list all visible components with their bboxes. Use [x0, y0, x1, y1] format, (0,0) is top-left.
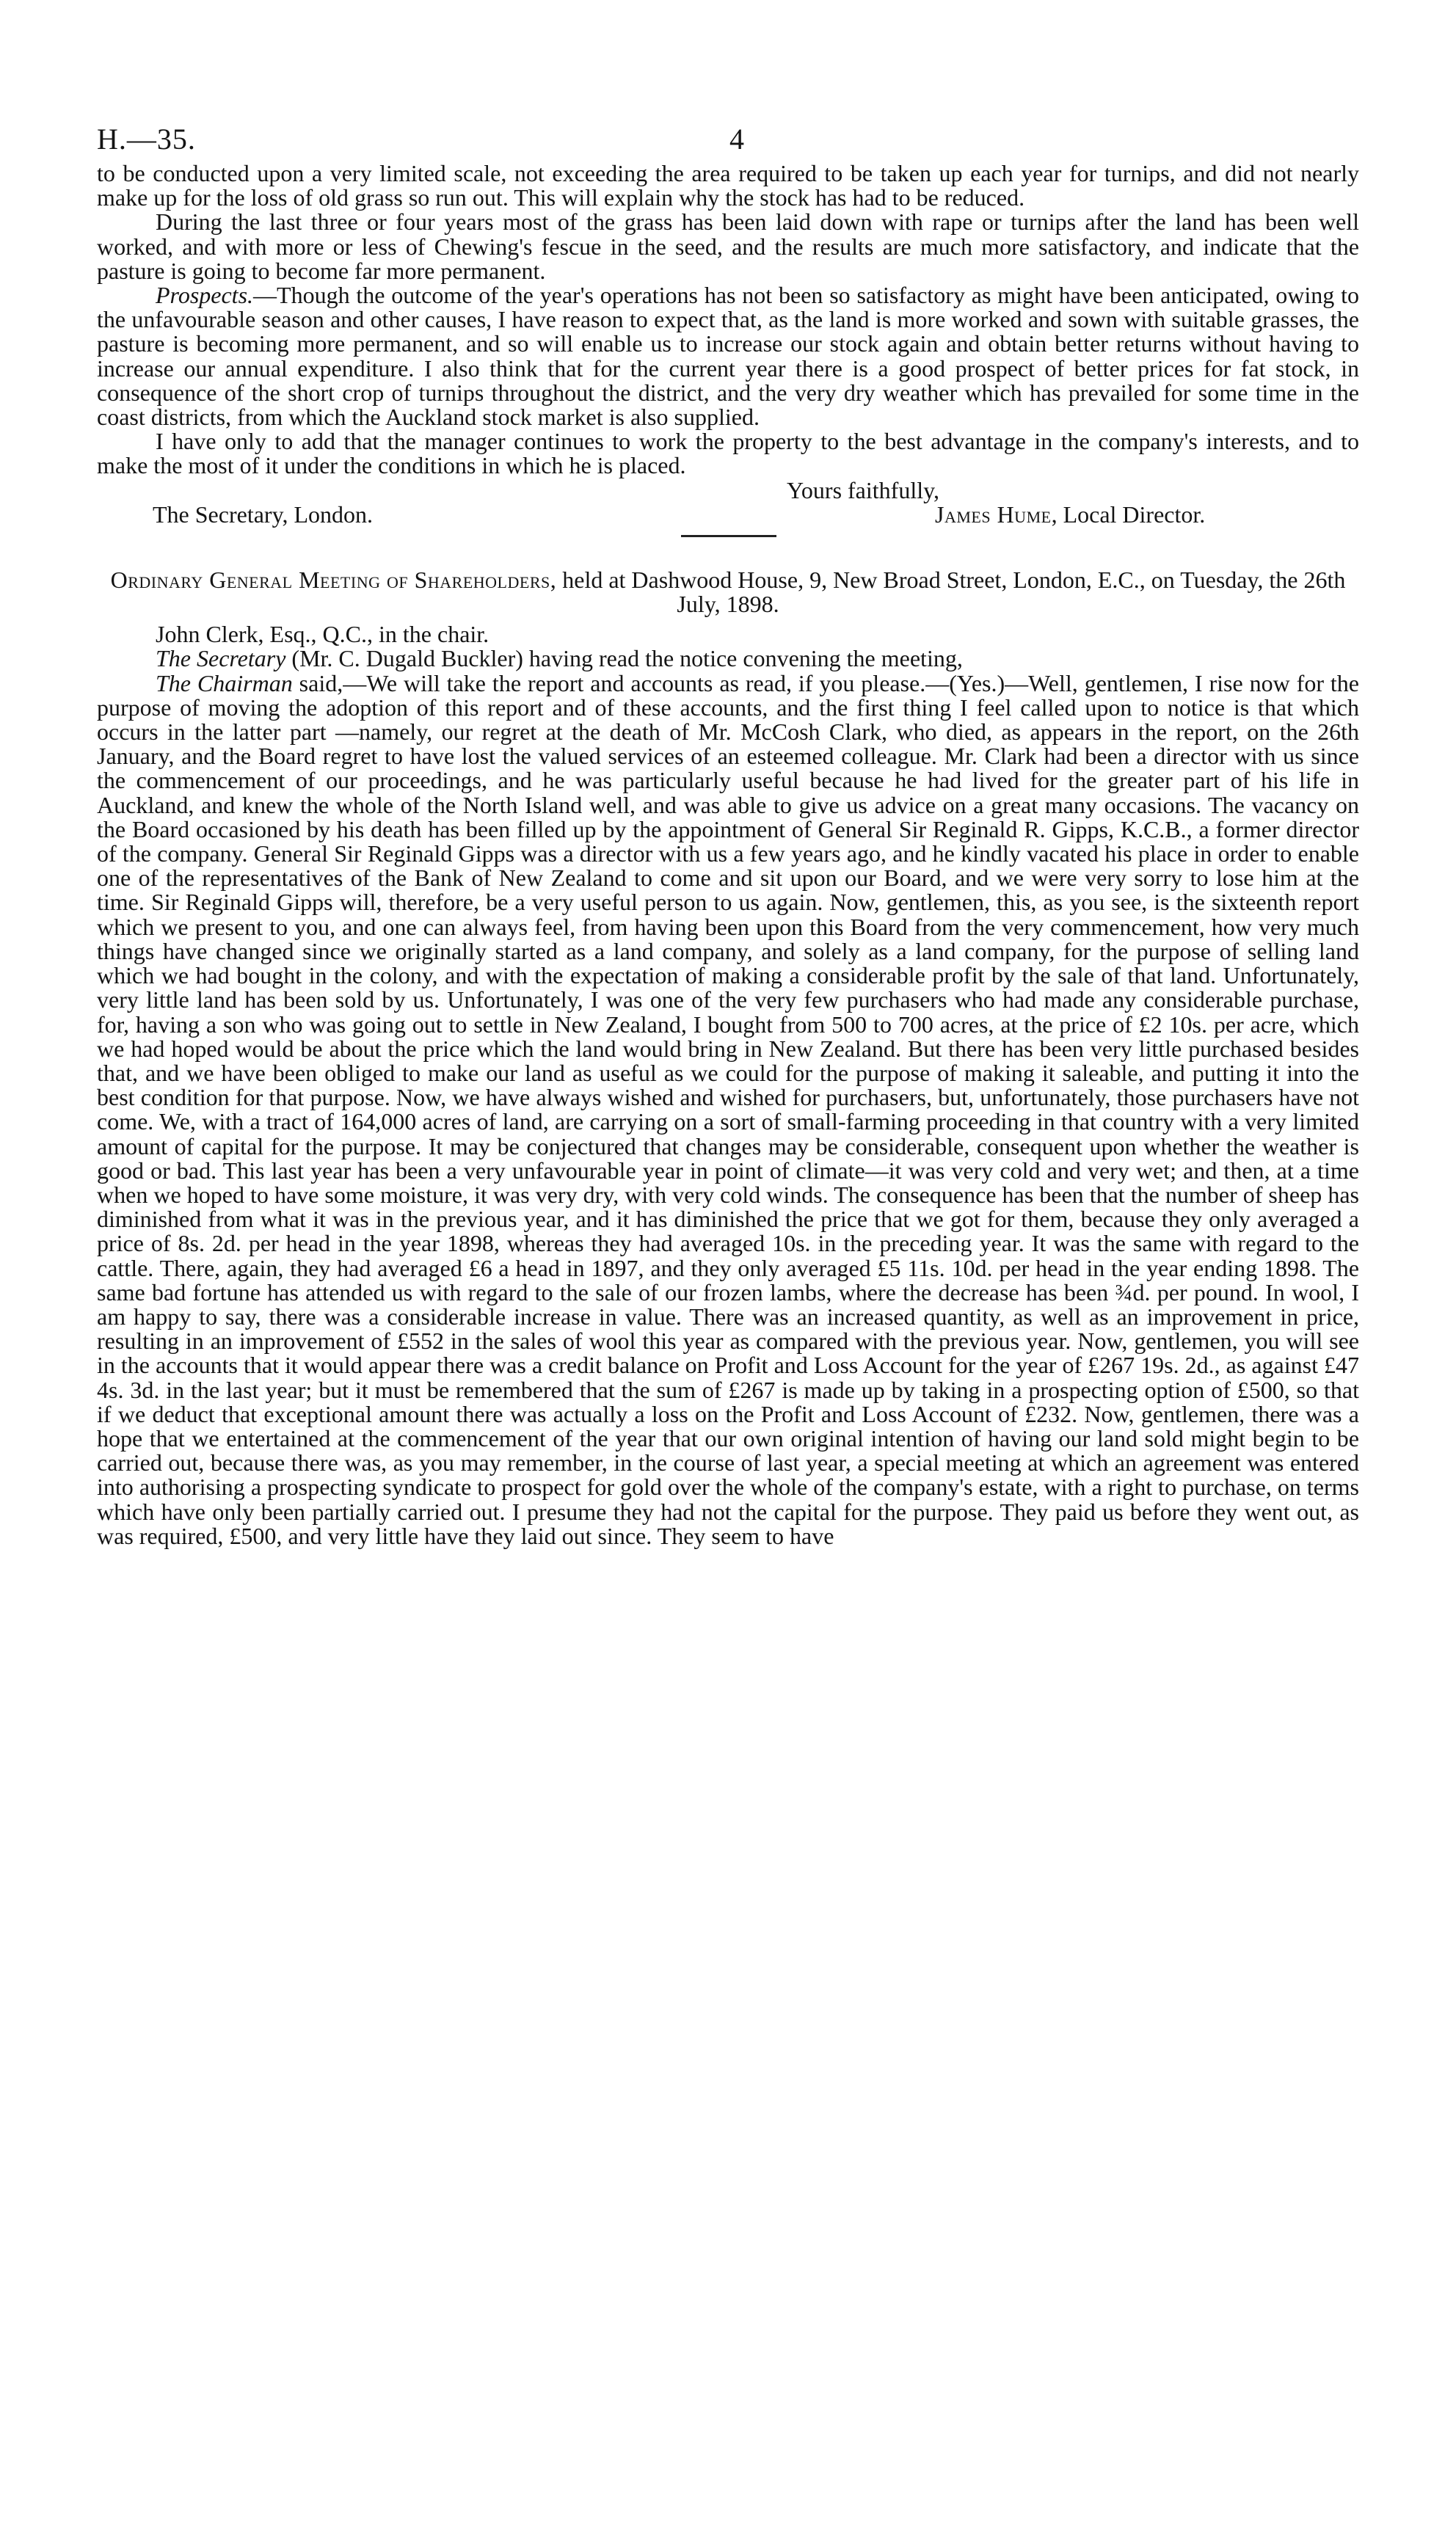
page-header: [97, 110, 1359, 161]
paragraph-stock-reduction: to be conducted upon a very limited scale, not exceeding the area required to be taken up each year for turnips, and did not nearly make up for the loss of old grass so run out. This will explain why the stock has had to be reduced.: [97, 160, 1359, 211]
signatory-name: James Hume: [935, 500, 1052, 528]
letter-addressee: The Secretary, London.: [153, 500, 374, 528]
prospects-heading: Prospects.: [156, 282, 254, 309]
paragraph-prospects: [97, 283, 1359, 429]
signatory-role: , Local Director.: [1051, 500, 1206, 528]
letter-valediction: Yours faithfully,: [787, 476, 940, 503]
paragraph-manager: I have only to add that the manager continues to work the property to the best advantage in the company's interests, and to make the most of it under the conditions in which he is placed.: [97, 428, 1359, 479]
letter-closing: [97, 500, 1359, 529]
document-reference: H.—35.: [97, 123, 196, 156]
prospects-text: —Though the outcome of the year's operations has not been so satisfactory as might have been anticipated, owing to the unfavourable season and other causes, I have reason to expect that, as the land is more worked and sown with suitable grasses, the pasture is becoming more permanent, and so will enable us to increase our stock again and obtain better returns without having to increase our annual expenditure. I also think that for the current year there is a good prospect of better prices for fat stock, in consequence of the short crop of turnips throughout the district, and the very dry weather which has prevailed for some time in the coast districts, from which the Auckland stock market is also supplied.: [97, 282, 1359, 431]
chairman-speech: [97, 671, 1359, 1548]
letter-signature: [935, 500, 1206, 528]
paragraph-grass: During the last three or four years most of the grass has been laid down with rape or turnips after the land has been well worked, and with more or less of Chewing's fescue in the seed, and the results are much more satisfactory, and indicate that the pasture is going to become far more permanent.: [97, 208, 1359, 284]
section-divider: [681, 535, 776, 537]
meeting-title: [97, 568, 1359, 616]
meeting-title-details: held at Dashwood House, 9, New Broad Street, London, E.C., on Tuesday, the 26th July, 1898.: [556, 566, 1346, 618]
page-number: 4: [729, 123, 744, 156]
secretary-text: (Mr. C. Dugald Buckler) having read the notice convening the meeting,: [285, 645, 963, 672]
meeting-chair: John Clerk, Esq., Q.C., in the chair.: [156, 621, 489, 648]
secretary-label: The Secretary: [156, 645, 286, 672]
chairman-label: The Chairman: [156, 669, 293, 696]
chairman-text: said,—We will take the report and accounts as read, if you please.—(Yes.)—Well, gentlemen, I rise now for the purpose of moving the adoption of this report and of these accounts, and the first thing I feel called upon to notice is that which occurs in the latter part —namely, our regret at the death of Mr. McCosh Clark, who died, as appears in the report, on the 26th January, and the Board regret to have lost the valued services of an esteemed colleague. Mr. Clark had been a director with us since the commencement of our proceedings, and he was particularly useful because he had lived for the greater part of his life in Auckland, and knew the whole of the North Island well, and was able to give us advice on a great many occasions. The vacancy on the Board occasioned by his death has been filled up by the appointment of General Sir Reginald R. Gipps, K.C.B., a former director of the company. General Sir Reginald Gipps was a director with us a few years ago, and he kindly vacated his place in order to enable one of the representatives of the Bank of New Zealand to come and sit upon our Board, and we were very sorry to lose him at the time. Sir Reginald Gipps will, therefore, be a very useful person to us again. Now, gentlemen, this, as you see, is the sixteenth report which we present to you, and one can always feel, from having been upon this Board from the very commencement, how very much things have changed since we originally started as a land company, and solely as a land company, for the purpose of selling land which we had bought in the colony, and with the expectation of making a considerable profit by the sale of that land. Unfortunately, very little land has been sold by us. Unfortunately, I was one of the very few purchasers who had made any considerable purchase, for, having a son who was going out to settle in New Zealand, I bought from 500 to 700 acres, at the price of £2 10s. per acre, which we had hoped would be about the price which the land would bring in New Zealand. But there has been very little purchased besides that, and we have been obliged to make our land as useful as we could for the purpose of making it saleable, and putting it into the best condition for that purpose. Now, we have always wished and wished for purchasers, but, unfortunately, those purchasers have not come. We, with a tract of 164,000 acres of land, are carrying on a sort of small-farming proceeding in that country with a very limited amount of capital for the purpose. It may be conjectured that changes may be considerable, consequent upon whether the weather is good or bad. This last year has been a very unfavourable year in point of climate—it was very cold and very wet; and then, at a time when we hoped to have some moisture, it was very dry, with very cold winds. The consequence has been that the number of sheep has diminished from what it was in the previous year, and it has diminished the price that we got for them, because they only averaged a price of 8s. 2d. per head in the year 1898, whereas they had averaged 10s. in the preceding year. It was the same with regard to the cattle. There, again, they had averaged £6 a head in 1897, and they only averaged £5 11s. 10d. per head in the year ending 1898. The same bad fortune has attended us with regard to the sale of our frozen lambs, where the decrease has been ¾d. per pound. In wool, I am happy to say, there was a considerable increase in value. There was an increased quantity, as well as an improvement in price, resulting in an improvement of £552 in the sales of wool this year as compared with the previous year. Now, gentlemen, you will see in the accounts that it would appear there was a credit balance on Profit and Loss Account for the year of £267 19s. 2d., as against £47 4s. 3d. in the last year; but it must be remembered that the sum of £267 is made up by taking in a prospecting option of £500, so that if we deduct that exceptional amount there was actually a loss on the Profit and Loss Account of £232. Now, gentlemen, there was a hope that we entertained at the commencement of the year that our own original intention of having our land sold might begin to be carried out, because there was, as you may remember, in the course of last year, a special meeting at which an agreement was entered into authorising a prospecting syndicate to prospect for gold over the whole of the company's estate, with a right to purchase, on terms which have only been partially carried out. I presume they had not the capital for the purpose. They paid us before they went out, as was required, £500, and very little have they laid out since. They seem to have: [97, 669, 1360, 1549]
secretary-paragraph: [97, 647, 1359, 671]
meeting-title-smallcaps: Ordinary General Meeting of Shareholders,: [110, 566, 557, 593]
document-page: [97, 110, 1359, 1548]
